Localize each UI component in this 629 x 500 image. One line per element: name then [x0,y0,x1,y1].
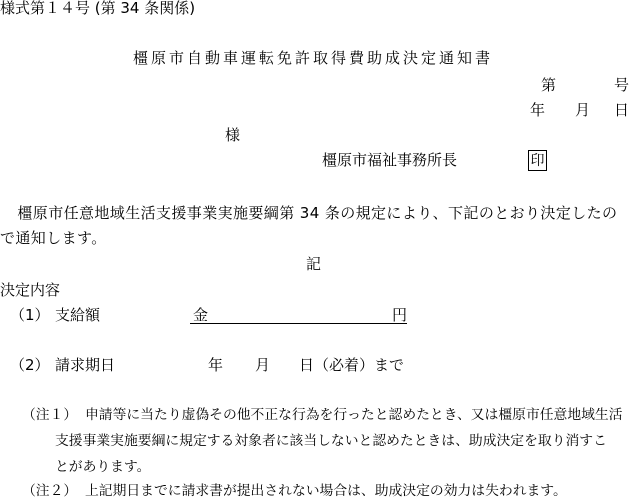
deadline-year: 年 [208,356,224,374]
item-number: （2） [10,356,50,374]
amount-blank-underline [190,323,407,324]
note-line: とがあります。 [55,459,151,475]
item-number: （1） [10,306,50,324]
recipient-honorific: 様 [225,126,241,144]
seal-stamp-box: 印 [528,150,547,171]
note-line: 申請等に当たり虚偽その他不正な行為を行ったと認めたとき、又は橿原市任意地域生活 [85,407,623,423]
item-label: 請求期日 [55,356,116,374]
date-day: 日 [614,101,629,119]
ki-heading: 記 [306,255,322,273]
body-line: 橿原市任意地域生活支援事業実施要綱第 34 条の規定により、下記のとおり決定したの [2,204,618,222]
date-month: 月 [575,101,591,119]
item-label: 支給額 [55,306,101,324]
deadline-day-suffix: 日（必着）まで [299,356,405,374]
deadline-month: 月 [255,356,271,374]
note-line: 上記期日までに請求書が提出されない場合は、助成決定の効力は失われます。 [85,483,567,499]
form-number: 様式第１４号 (第 34 条関係) [0,0,196,17]
amount-prefix: 金 [193,306,209,324]
document-title: 橿原市自動車運転免許取得費助成決定通知書 [133,49,494,67]
date-year: 年 [530,101,546,119]
body-line: で通知します。 [0,229,107,247]
doc-number-prefix: 第 [541,76,557,94]
note-line: 支援事業実施要綱に規定する対象者に該当しないと認めたときは、助成決定を取り消すこ [55,433,607,449]
sender-name: 橿原市福祉事務所長 [322,151,458,169]
doc-number-suffix: 号 [614,76,629,94]
note-label: （注１） [22,407,78,423]
note-label: （注２） [22,483,78,499]
amount-suffix: 円 [392,306,408,324]
decision-heading: 決定内容 [0,281,61,299]
